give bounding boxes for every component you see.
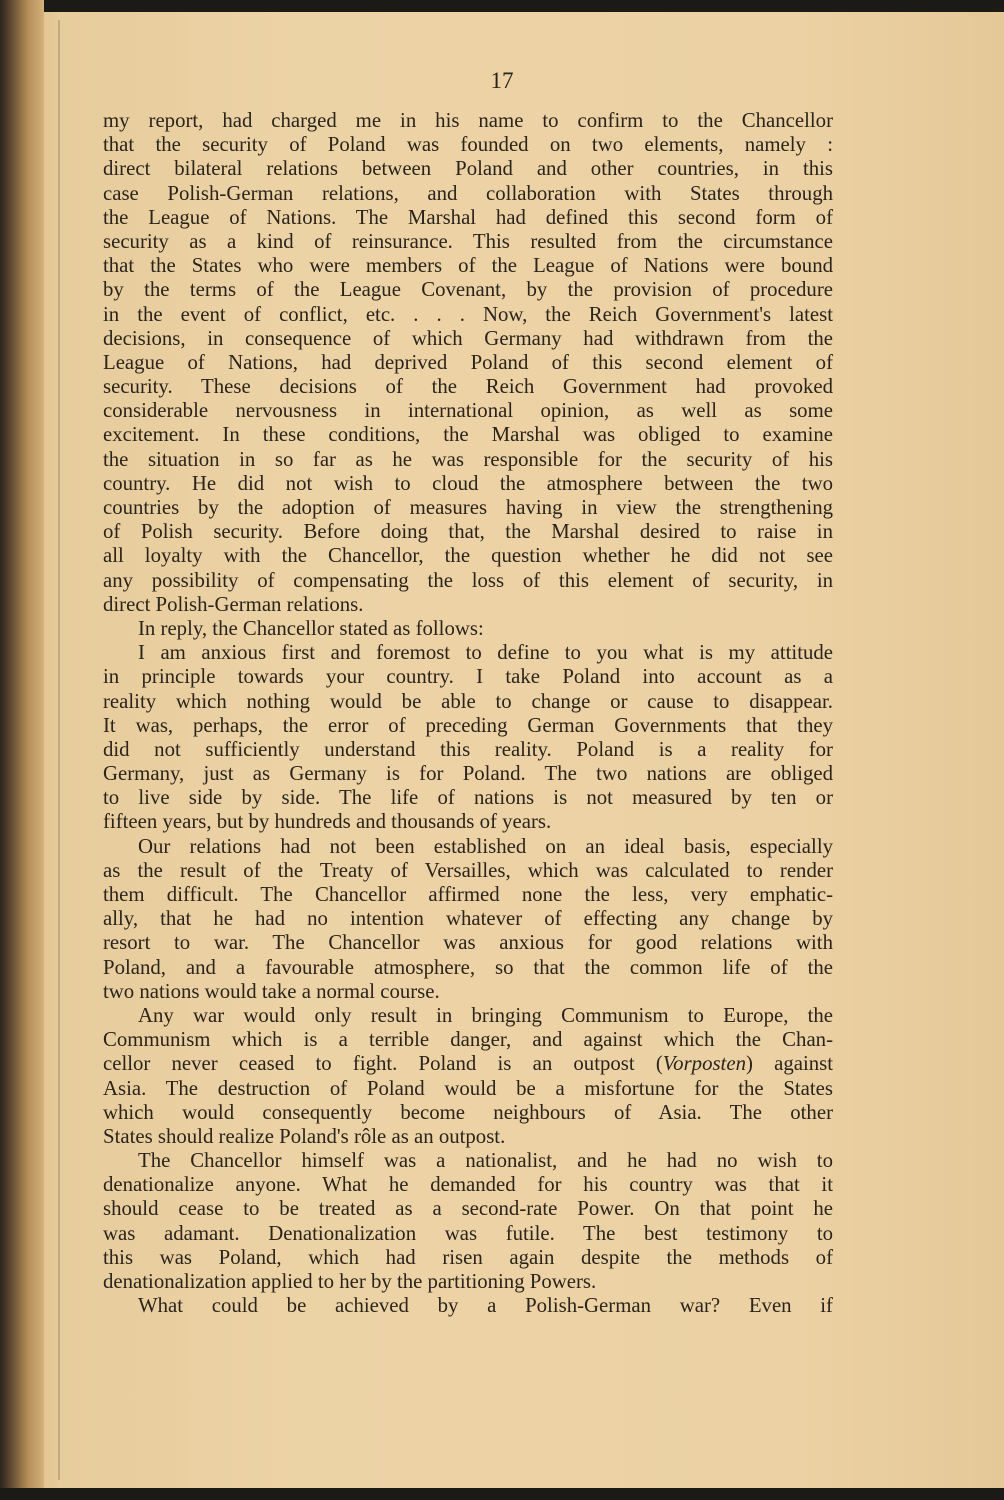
text-line: that the security of Poland was founded on two elements, namely : — [103, 133, 833, 157]
text-line: case Polish-German relations, and collaboration with States through — [103, 181, 833, 205]
text-line: security. These decisions of the Reich Government had provoked — [103, 375, 833, 399]
text-line: In reply, the Chancellor stated as follows: — [138, 616, 484, 640]
body-text — [103, 109, 833, 1318]
text-line: Communism which is a terrible danger, and against which the Chan- — [103, 1028, 833, 1052]
text-line: excitement. In these conditions, the Marshal was obliged to examine — [103, 423, 833, 447]
text-line: It was, perhaps, the error of preceding German Governments that they — [103, 713, 833, 737]
text-line: was adamant. Denationalization was futile. The best testimony to — [103, 1221, 833, 1245]
text-line: all loyalty with the Chancellor, the question whether he did not see — [103, 544, 833, 568]
text-line: two nations would take a normal course. — [103, 979, 440, 1003]
text-line: country. He did not wish to cloud the atmosphere between the two — [103, 471, 833, 495]
text-line: denationalize anyone. What he demanded for his country was that it — [103, 1173, 833, 1197]
text-line: that the States who were members of the League of Nations were bound — [103, 254, 833, 278]
text-line: decisions, in consequence of which Germany had withdrawn from the — [103, 326, 833, 350]
text-line: which would consequently become neighbours of Asia. The other — [103, 1100, 833, 1124]
text-line: direct bilateral relations between Poland and other countries, in this — [103, 157, 833, 181]
text-line: this was Poland, which had risen again despite the methods of — [103, 1245, 833, 1269]
text-line: Any war would only result in bringing Communism to Europe, the — [138, 1003, 833, 1027]
text-line: States should realize Poland's rôle as an outpost. — [103, 1124, 506, 1148]
scan-bottom-border — [0, 1488, 1004, 1500]
text-line: resort to war. The Chancellor was anxious for good relations with — [103, 931, 833, 955]
text-line: cellor never ceased to fight. Poland is an outpost (Vorposten) against — [103, 1052, 833, 1076]
page-number: 17 — [490, 68, 514, 93]
text-line: did not sufficiently understand this reality. Poland is a reality for — [103, 737, 833, 761]
text-line: in the event of conflict, etc. . . . Now, the Reich Government's latest — [103, 302, 833, 326]
text-line: in principle towards your country. I take Poland into account as a — [103, 665, 833, 689]
text-line: to live side by side. The life of nations is not measured by ten or — [103, 786, 833, 810]
text-line: reality which nothing would be able to change or cause to disappear. — [103, 689, 833, 713]
text-line: Poland, and a favourable atmosphere, so that the common life of the — [103, 955, 833, 979]
text-line: countries by the adoption of measures having in view the strengthening — [103, 496, 833, 519]
text-line: of Polish security. Before doing that, the Marshal desired to raise in — [103, 520, 833, 544]
text-line: denationalization applied to her by the partitioning Powers. — [103, 1270, 597, 1293]
text-line: my report, had charged me in his name to confirm to the Chancellor — [103, 109, 833, 132]
text-line: should cease to be treated as a second-rate Power. On that point he — [103, 1197, 833, 1221]
scan-top-border — [0, 0, 1004, 12]
text-line: them difficult. The Chancellor affirmed none the less, very emphatic- — [103, 883, 833, 906]
text-line: as the result of the Treaty of Versailles, which was calculated to render — [103, 858, 833, 882]
text-line: The Chancellor himself was a nationalist, and he had no wish to — [138, 1149, 833, 1173]
text-line: ally, that he had no intention whatever of effecting any change by — [103, 907, 833, 931]
text-line: considerable nervousness in international opinion, as well as some — [103, 399, 833, 423]
text-line: the situation in so far as he was responsible for the security of his — [103, 447, 833, 471]
text-line: direct Polish-German relations. — [103, 592, 364, 616]
italic-term: Vorposten — [662, 1052, 746, 1076]
text-line: League of Nations, had deprived Poland of this second element of — [103, 350, 833, 374]
text-line: the League of Nations. The Marshal had defined this second form of — [103, 205, 833, 229]
text-line: any possibility of compensating the loss of this element of security, in — [103, 568, 833, 592]
text-line: fifteen years, but by hundreds and thousands of years. — [103, 810, 552, 834]
text-line: security as a kind of reinsurance. This resulted from the circumstance — [103, 229, 833, 253]
gutter-line — [58, 20, 60, 1480]
text-line: Asia. The destruction of Poland would be a misfortune for the States — [103, 1076, 833, 1100]
text-line: Our relations had not been established on an ideal basis, especially — [138, 834, 833, 858]
text-line: by the terms of the League Covenant, by the provision of procedure — [103, 278, 833, 302]
book-spine-shadow — [0, 0, 44, 1500]
text-line: Germany, just as Germany is for Poland. The two nations are obliged — [103, 762, 833, 786]
text-line: I am anxious first and foremost to define to you what is my attitude — [138, 641, 833, 665]
text-line: What could be achieved by a Polish-German war? Even if — [138, 1294, 833, 1318]
